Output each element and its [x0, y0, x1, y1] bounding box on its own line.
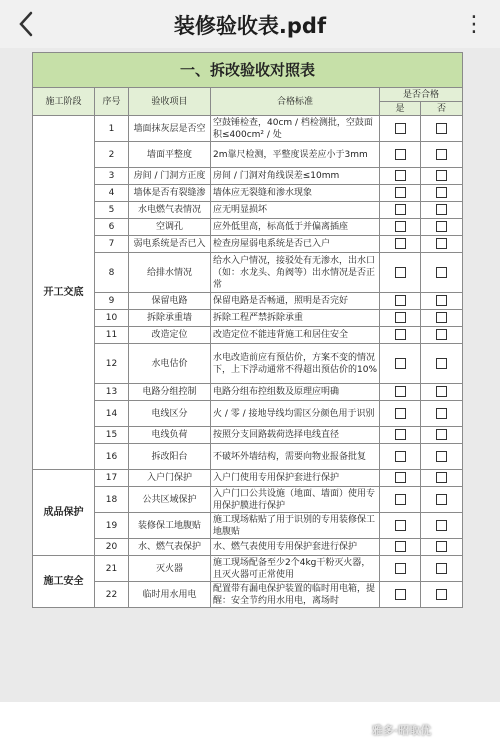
checkbox-no[interactable] — [436, 520, 447, 531]
checkbox-cell-no — [421, 185, 463, 202]
column-header-no-label: 否 — [421, 102, 463, 116]
criteria-cell: 入户门使用专用保护套进行保护 — [211, 470, 380, 487]
row-number: 6 — [95, 219, 129, 236]
checkbox-yes[interactable] — [395, 204, 406, 215]
item-cell: 给排水情况 — [129, 253, 211, 293]
checkbox-cell-yes — [380, 487, 421, 513]
row-number: 12 — [95, 344, 129, 384]
criteria-cell: 检查房屋弱电系统是否已入户 — [211, 236, 380, 253]
checkbox-yes[interactable] — [395, 386, 406, 397]
checkbox-yes[interactable] — [395, 267, 406, 278]
checkbox-no[interactable] — [436, 563, 447, 574]
checkbox-no[interactable] — [436, 451, 447, 462]
criteria-cell: 配置带有漏电保护装置的临时用电箱，提醒：安全节约用水用电，离场时 — [211, 582, 380, 608]
table-row — [33, 236, 463, 253]
phase-cell: 开工交底 — [33, 116, 95, 470]
checkbox-yes[interactable] — [395, 563, 406, 574]
column-header-criteria: 合格标准 — [211, 88, 380, 116]
checkbox-cell-no — [421, 293, 463, 310]
checkbox-cell-yes — [380, 401, 421, 427]
column-header-no: 序号 — [95, 88, 129, 116]
checkbox-cell-no — [421, 344, 463, 384]
section-title: 一、拆改验收对照表 — [33, 53, 463, 88]
row-number: 22 — [95, 582, 129, 608]
row-number: 15 — [95, 427, 129, 444]
checkbox-no[interactable] — [436, 429, 447, 440]
row-number: 20 — [95, 539, 129, 556]
checkbox-yes[interactable] — [395, 187, 406, 198]
item-cell: 拆除承重墙 — [129, 310, 211, 327]
criteria-cell: 墙体应无裂缝和渗水现象 — [211, 185, 380, 202]
table-row — [33, 427, 463, 444]
item-cell: 水、燃气表保护 — [129, 539, 211, 556]
phase-cell: 成品保护 — [33, 470, 95, 556]
checkbox-cell-no — [421, 310, 463, 327]
table-row — [33, 116, 463, 142]
document-page[interactable] — [0, 48, 500, 737]
table-row — [33, 401, 463, 427]
checkbox-no[interactable] — [436, 295, 447, 306]
item-cell: 弱电系统是否已入 — [129, 236, 211, 253]
row-number: 1 — [95, 116, 129, 142]
checkbox-cell-no — [421, 236, 463, 253]
criteria-cell: 房间 / 门洞对角线误差≤10mm — [211, 168, 380, 185]
row-number: 7 — [95, 236, 129, 253]
criteria-cell: 2m靠尺检测，平整度误差应小于3mm — [211, 142, 380, 168]
criteria-cell: 电路分组布控组数及原理应明确 — [211, 384, 380, 401]
checkbox-cell-yes — [380, 470, 421, 487]
checkbox-no[interactable] — [436, 358, 447, 369]
item-cell: 电线负荷 — [129, 427, 211, 444]
table-row — [33, 556, 463, 582]
checkbox-yes[interactable] — [395, 520, 406, 531]
checkbox-cell-yes — [380, 556, 421, 582]
checkbox-yes[interactable] — [395, 429, 406, 440]
checkbox-yes[interactable] — [395, 238, 406, 249]
checkbox-cell-yes — [380, 427, 421, 444]
criteria-cell: 施工现场粘贴了用于识别的专用装修保工地腹贴 — [211, 513, 380, 539]
checkbox-cell-yes — [380, 384, 421, 401]
checkbox-yes[interactable] — [395, 451, 406, 462]
item-cell: 电线区分 — [129, 401, 211, 427]
criteria-cell: 按照分支回路载荷选择电线直径 — [211, 427, 380, 444]
checkbox-cell-no — [421, 142, 463, 168]
criteria-cell: 应无明显损坏 — [211, 202, 380, 219]
checkbox-cell-no — [421, 219, 463, 236]
table-row — [33, 142, 463, 168]
checkbox-no[interactable] — [436, 170, 447, 181]
column-header-phase: 施工阶段 — [33, 88, 95, 116]
checkbox-cell-yes — [380, 539, 421, 556]
checkbox-cell-yes — [380, 253, 421, 293]
checkbox-yes[interactable] — [395, 170, 406, 181]
row-number: 2 — [95, 142, 129, 168]
checkbox-yes[interactable] — [395, 123, 406, 134]
checkbox-cell-yes — [380, 344, 421, 384]
row-number: 14 — [95, 401, 129, 427]
checkbox-cell-no — [421, 556, 463, 582]
checkbox-yes[interactable] — [395, 221, 406, 232]
row-number: 11 — [95, 327, 129, 344]
table-row — [33, 539, 463, 556]
row-number: 19 — [95, 513, 129, 539]
item-cell: 保留电路 — [129, 293, 211, 310]
item-cell: 电路分组控制 — [129, 384, 211, 401]
item-cell: 水电燃气表情况 — [129, 202, 211, 219]
item-cell: 临时用水用电 — [129, 582, 211, 608]
checkbox-cell-yes — [380, 444, 421, 470]
inspection-table — [32, 52, 463, 608]
item-cell: 拆改阳台 — [129, 444, 211, 470]
phase-cell: 施工安全 — [33, 556, 95, 608]
table-row — [33, 293, 463, 310]
column-header-item: 验收项目 — [129, 88, 211, 116]
checkbox-no[interactable] — [436, 386, 447, 397]
criteria-cell: 火 / 零 / 接地导线均需区分颜色用于识别 — [211, 401, 380, 427]
table-row — [33, 344, 463, 384]
row-number: 5 — [95, 202, 129, 219]
checkbox-no[interactable] — [436, 221, 447, 232]
table-row — [33, 582, 463, 608]
checkbox-cell-no — [421, 427, 463, 444]
criteria-cell: 不破坏外墙结构，需要向物业报备批复 — [211, 444, 380, 470]
item-cell: 公共区域保护 — [129, 487, 211, 513]
checkbox-no[interactable] — [436, 541, 447, 552]
checkbox-no[interactable] — [436, 267, 447, 278]
checkbox-no[interactable] — [436, 472, 447, 483]
table-row — [33, 444, 463, 470]
checkbox-no[interactable] — [436, 123, 447, 134]
checkbox-cell-yes — [380, 202, 421, 219]
table-row — [33, 185, 463, 202]
checkbox-cell-yes — [380, 142, 421, 168]
item-cell: 墙面平整度 — [129, 142, 211, 168]
checkbox-cell-no — [421, 253, 463, 293]
more-options-button[interactable] — [460, 10, 488, 38]
checkbox-yes[interactable] — [395, 589, 406, 600]
row-number: 8 — [95, 253, 129, 293]
checkbox-no[interactable] — [436, 312, 447, 323]
criteria-cell: 应外低里高，标高低于并偏离插座 — [211, 219, 380, 236]
checkbox-cell-yes — [380, 236, 421, 253]
checkbox-cell-yes — [380, 310, 421, 327]
checkbox-cell-yes — [380, 582, 421, 608]
item-cell: 入户门保护 — [129, 470, 211, 487]
checkbox-yes[interactable] — [395, 408, 406, 419]
checkbox-no[interactable] — [436, 187, 447, 198]
row-number: 4 — [95, 185, 129, 202]
item-cell: 墙面抹灰层是否空 — [129, 116, 211, 142]
item-cell: 装修保工地腹贴 — [129, 513, 211, 539]
checkbox-cell-yes — [380, 293, 421, 310]
criteria-cell: 水电改造前应有预估价，方案不变的情况下，上下浮动通常不得超出预估价的10% — [211, 344, 380, 384]
checkbox-cell-no — [421, 202, 463, 219]
checkbox-cell-no — [421, 539, 463, 556]
item-cell: 空调孔 — [129, 219, 211, 236]
checkbox-cell-no — [421, 582, 463, 608]
table-row — [33, 253, 463, 293]
row-number: 3 — [95, 168, 129, 185]
checkbox-cell-no — [421, 401, 463, 427]
table-row — [33, 487, 463, 513]
checkbox-cell-no — [421, 116, 463, 142]
checkbox-no[interactable] — [436, 494, 447, 505]
checkbox-yes[interactable] — [395, 358, 406, 369]
item-cell: 灭火器 — [129, 556, 211, 582]
document-title: 装修验收表.pdf — [173, 14, 327, 38]
checkbox-cell-no — [421, 470, 463, 487]
criteria-cell: 改造定位不能违背施工和居住安全 — [211, 327, 380, 344]
checkbox-no[interactable] — [436, 238, 447, 249]
checkbox-cell-yes — [380, 116, 421, 142]
row-number: 18 — [95, 487, 129, 513]
checkbox-yes[interactable] — [395, 329, 406, 340]
checkbox-cell-no — [421, 513, 463, 539]
row-number: 10 — [95, 310, 129, 327]
top-bar — [0, 0, 500, 49]
checkbox-cell-yes — [380, 219, 421, 236]
row-number: 21 — [95, 556, 129, 582]
checkbox-yes[interactable] — [395, 312, 406, 323]
criteria-cell: 拆除工程严禁拆除承重 — [211, 310, 380, 327]
checkbox-yes[interactable] — [395, 472, 406, 483]
row-number: 9 — [95, 293, 129, 310]
table-row — [33, 168, 463, 185]
column-header-qualified: 是否合格 — [380, 88, 463, 102]
checkbox-no[interactable] — [436, 408, 447, 419]
column-header-yes: 是 — [380, 102, 421, 116]
checkbox-cell-yes — [380, 513, 421, 539]
vertical-dots-icon: ⋮ — [463, 11, 485, 37]
checkbox-yes[interactable] — [395, 494, 406, 505]
checkbox-cell-no — [421, 487, 463, 513]
checkbox-cell-yes — [380, 168, 421, 185]
criteria-cell: 给水入户情况，接驳处有无渗水，出水口（如：水龙头、角阀等）出水情况是否正常 — [211, 253, 380, 293]
table-row — [33, 202, 463, 219]
criteria-cell: 水、燃气表使用专用保护套进行保护 — [211, 539, 380, 556]
checkbox-cell-no — [421, 384, 463, 401]
table-row — [33, 470, 463, 487]
table-row — [33, 327, 463, 344]
table-row — [33, 384, 463, 401]
table-row — [33, 513, 463, 539]
checkbox-cell-yes — [380, 327, 421, 344]
item-cell: 改造定位 — [129, 327, 211, 344]
checkbox-no[interactable] — [436, 204, 447, 215]
criteria-cell: 入户门口公共设施（地面、墙面）使用专用保护膜进行保护 — [211, 487, 380, 513]
row-number: 17 — [95, 470, 129, 487]
table-row — [33, 310, 463, 327]
criteria-cell: 保留电路是否畅通，照明是否完好 — [211, 293, 380, 310]
row-number: 13 — [95, 384, 129, 401]
checkbox-no[interactable] — [436, 329, 447, 340]
checkbox-cell-yes — [380, 185, 421, 202]
checkbox-cell-no — [421, 444, 463, 470]
watermark: 雅多·昭取优 — [372, 724, 432, 737]
item-cell: 水电估价 — [129, 344, 211, 384]
checkbox-cell-no — [421, 327, 463, 344]
table-row — [33, 219, 463, 236]
row-number: 16 — [95, 444, 129, 470]
criteria-cell: 空鼓锤检查，40cm / 档检测批，空鼓面积≤400cm² / 处 — [211, 116, 380, 142]
checkbox-no[interactable] — [436, 589, 447, 600]
checkbox-cell-no — [421, 168, 463, 185]
checkbox-no[interactable] — [436, 149, 447, 160]
item-cell: 房间 / 门洞方正度 — [129, 168, 211, 185]
checkbox-yes[interactable] — [395, 149, 406, 160]
criteria-cell: 施工现场配备至少2个4kg干粉灭火器，且灭火器可正常使用 — [211, 556, 380, 582]
checkbox-yes[interactable] — [395, 541, 406, 552]
item-cell: 墙体是否有裂缝渗 — [129, 185, 211, 202]
checkbox-yes[interactable] — [395, 295, 406, 306]
